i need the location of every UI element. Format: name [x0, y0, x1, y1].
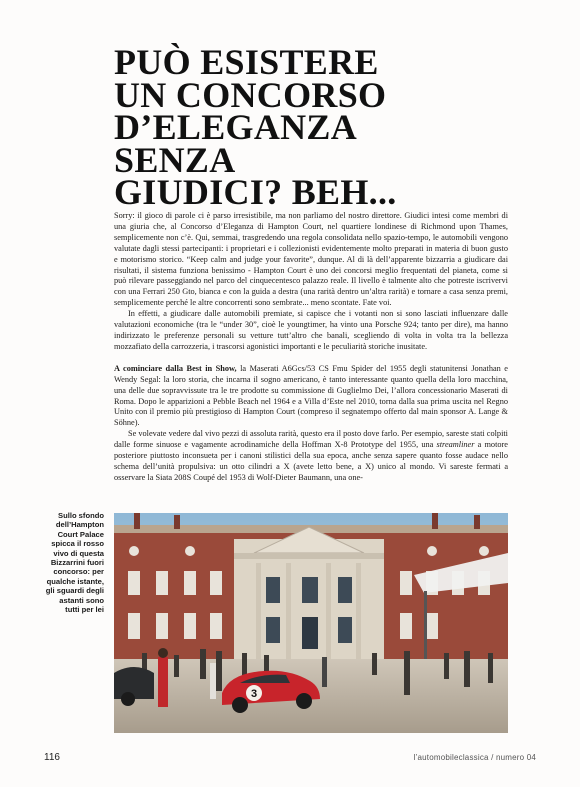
photo-illustration [114, 513, 508, 733]
paragraph-3-text: la Maserati A6Gcs/53 CS Fmu Spider del 1955 degli statunitensi Jonathan e Wendy Segal: la loro storia, che incarna il sogno americano, è tanto interessante quanto quella della loro macchina, una delle due sopravvissute tra le tre prodotte su commissione di Guglielmo Dei, l’allora concessionario Maserati di Roma. Dopo le apparizioni a Pebble Beach nel 1964 e a Villa d’Este nel 2010, torna dalla sua prima uscita nel Regno Unito con il premio più prestigioso di Hampton Court (compreso il segnatempo offerto dal main sponsor A. Lange & Söhne). [114, 363, 508, 428]
paragraph-lead: A cominciare dalla Best in Show, [114, 363, 237, 373]
race-number: 3 [250, 688, 258, 700]
article-paragraph-2: In effetti, a giudicare dalle automobili premiate, si capisce che i votanti non si sono lasciati influenzare dalle valutazioni economiche (tra le “under 30”, cioè le youngtimer, ha vinto una Porsche 924; tanto per dire), ma hanno indirizzato le preferenze personali su vetture tutt’altro che banali, scegliendo di volta in volta tra la bellezza mozzafiato della carrozzeria, i trascorsi agonistici importanti e le peculiarità storiche inusitate. [114, 309, 508, 351]
article-paragraph-3 [114, 364, 508, 429]
headline-line-1: PUÒ ESISTERE [114, 42, 379, 82]
headline [114, 42, 444, 212]
paragraph-4-emphasis: streamliner [436, 440, 475, 450]
headline-line-5: GIUDICI? BEH... [114, 172, 397, 212]
article-body [114, 211, 508, 484]
magazine-footer: l’automobileclassica / numero 04 [413, 753, 536, 762]
paragraph-4-text-b: a motore posteriore piuttosto inconsueta per i canoni stilistici della sua epoca, anche senza sapere quanto fosse audace nello schema dell’unità propulsiva: un otto cilindri a X (avete letto bene, a X) unico al mondo. Vi sareste fermati a osservare la Siata 208S Coupé del 1953 di Wolf-Dieter Baumann, una one- [114, 440, 508, 482]
hampton-court-photo [114, 513, 508, 733]
headline-line-3: D’ELEGANZA [114, 107, 358, 147]
article-paragraph-4 [114, 429, 508, 484]
paragraph-4-text-a: Se volevate vedere dal vivo pezzi di assoluta rarità, questo era il posto dove farlo. Per esempio, sareste stati colpiti dalle forme sinuose e vagamente acrodinamiche della Hoffman X-8 Prototype del 1955, una [114, 429, 508, 450]
page-number: 116 [44, 752, 60, 763]
headline-line-2: UN CONCORSO [114, 74, 387, 115]
headline-line-4: SENZA [114, 139, 236, 180]
article-paragraph-1: Sorry: il gioco di parole ci è parso irresistibile, ma non parliamo del nostro direttore. Giudici intesi come membri di una giuria che, al Concorso d’Eleganza di Hampton Court, nel quartiere londinese di Richmond upon Thames, semplicemente non c’è. Qui, semmai, trasgredendo una regola consolidata nello spazio-tempo, le automobili vengono valutate dagli stessi partecipanti: i proprietari e i collezionisti evidentemente molto preparati in materia di buon gusto e motorismo storico. “Keep calm and judge your favorite”, dunque. Al di là dell’apparente bizzarria a giudicare dai risultati, il sistema funziona benissimo - Hampton Court è uno dei concorsi meglio frequentati del pianeta, come si può rilevare passeggiando nel parco del cinquecentesco palazzo reale. Il livello è talmente alto che potreste iscrivervi con una Ferrari 250 Gto, bianca e con la guida a destra (una rarità dentro un’altra rarità) e tornare a casa senza premi, semplicemente perché le altre concorrenti sono sembrate... meno scontate. Fate voi. [114, 211, 508, 308]
photo-caption: Sullo sfondo dell’Hampton Court Palace spicca il rosso vivo di questa Bizzarrini fuori concorso: per qualche istante, gli sguardi degli astanti sono tutti per lei [45, 511, 104, 615]
